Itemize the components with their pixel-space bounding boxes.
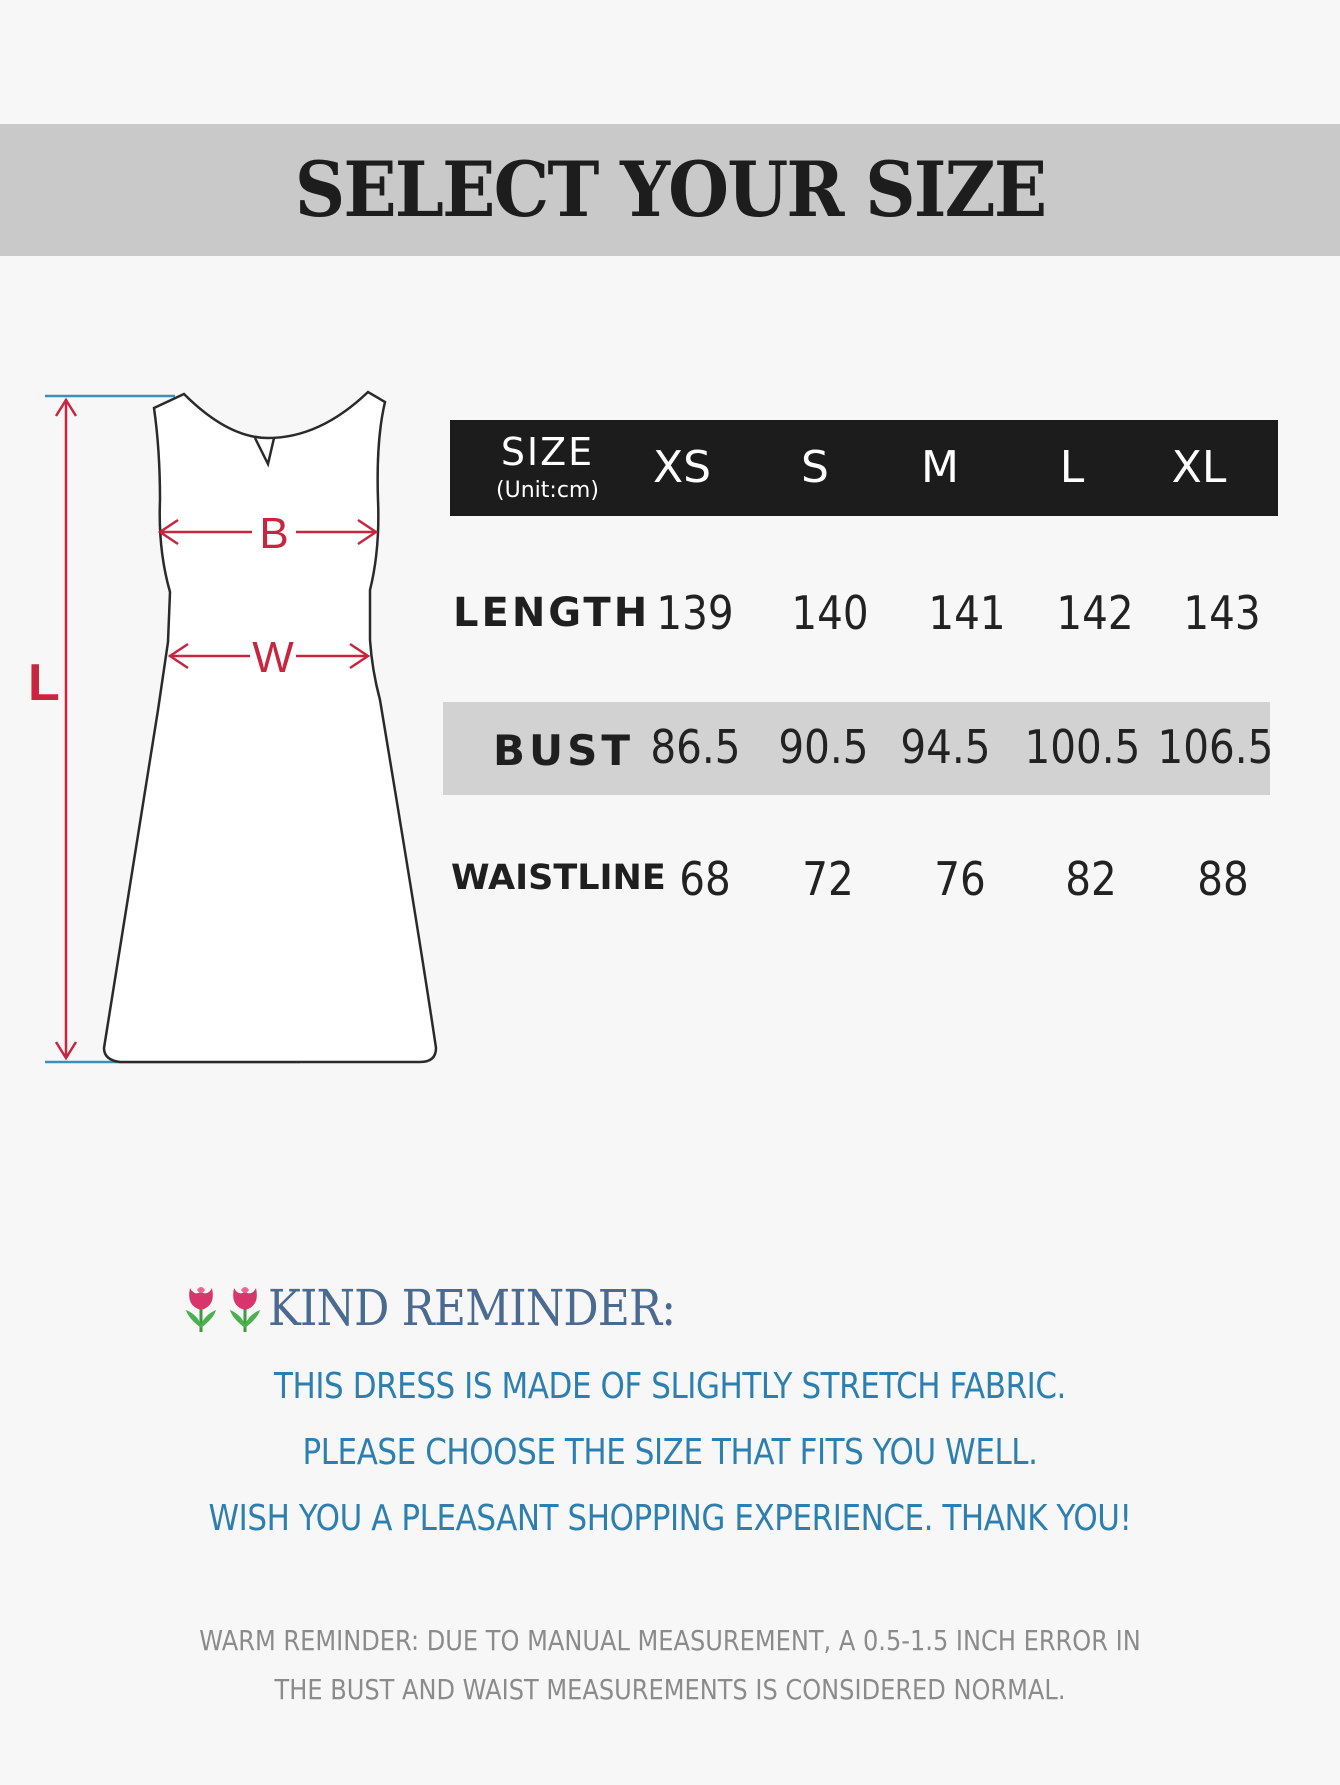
dress-outline-icon [104,392,436,1062]
table-cell: 141 [928,586,1006,640]
size-header-label: SIZE [500,430,595,474]
table-cell: 139 [656,586,734,640]
warm-reminder-line-2: THE BUST AND WAIST MEASUREMENTS IS CONSIDERED NORMAL. [274,1673,1066,1706]
row-label-bust: BUST [493,726,635,775]
waist-label: W [252,633,294,682]
table-row-bust [443,702,1274,795]
kind-reminder-heading [180,1278,731,1338]
length-arrow [56,400,76,1058]
size-col-m: M [921,442,959,493]
row-label-waistline: WAISTLINE [451,858,666,898]
table-row-length [450,582,1278,646]
size-table-header [450,420,1278,516]
table-cell: 86.5 [650,720,741,774]
table-cell: 82 [1065,852,1117,906]
kind-reminder-line-1: THIS DRESS IS MADE OF SLIGHTLY STRETCH FABRIC. [274,1366,1066,1407]
size-col-xl: XL [1171,442,1227,493]
length-label: L [28,654,60,712]
kind-reminder-title: KIND REMINDER: [268,1279,676,1337]
dress-measurement-diagram [0,380,460,1080]
table-cell: 106.5 [1157,720,1274,774]
table-cell: 88 [1197,852,1249,906]
table-cell: 100.5 [1024,720,1141,774]
row-label-length: LENGTH [453,590,651,636]
size-header-unit: (Unit:cm) [496,478,599,503]
size-col-l: L [1059,442,1085,493]
table-cell: 142 [1056,586,1134,640]
table-cell: 94.5 [900,720,991,774]
size-col-xs: XS [652,442,712,493]
title-banner [0,124,1340,256]
table-cell: 68 [679,852,731,906]
kind-reminder-line-2: PLEASE CHOOSE THE SIZE THAT FITS YOU WELL. [302,1432,1038,1473]
table-row-waistline [450,848,1278,912]
table-cell: 140 [791,586,869,640]
table-cell: 72 [802,852,854,906]
warm-reminder-line-1: WARM REMINDER: DUE TO MANUAL MEASUREMENT, A 0.5-1.5 INCH ERROR IN [199,1624,1141,1657]
tulip-icon [224,1282,266,1334]
table-cell: 76 [934,852,986,906]
kind-reminder-line-3: WISH YOU A PLEASANT SHOPPING EXPERIENCE. THANK YOU! [208,1498,1132,1539]
page-title: SELECT YOUR SIZE [294,145,1046,234]
tulip-icon [180,1282,222,1334]
bust-label: B [259,509,289,558]
table-cell: 143 [1183,586,1261,640]
table-cell: 90.5 [778,720,869,774]
size-col-s: S [801,442,829,493]
